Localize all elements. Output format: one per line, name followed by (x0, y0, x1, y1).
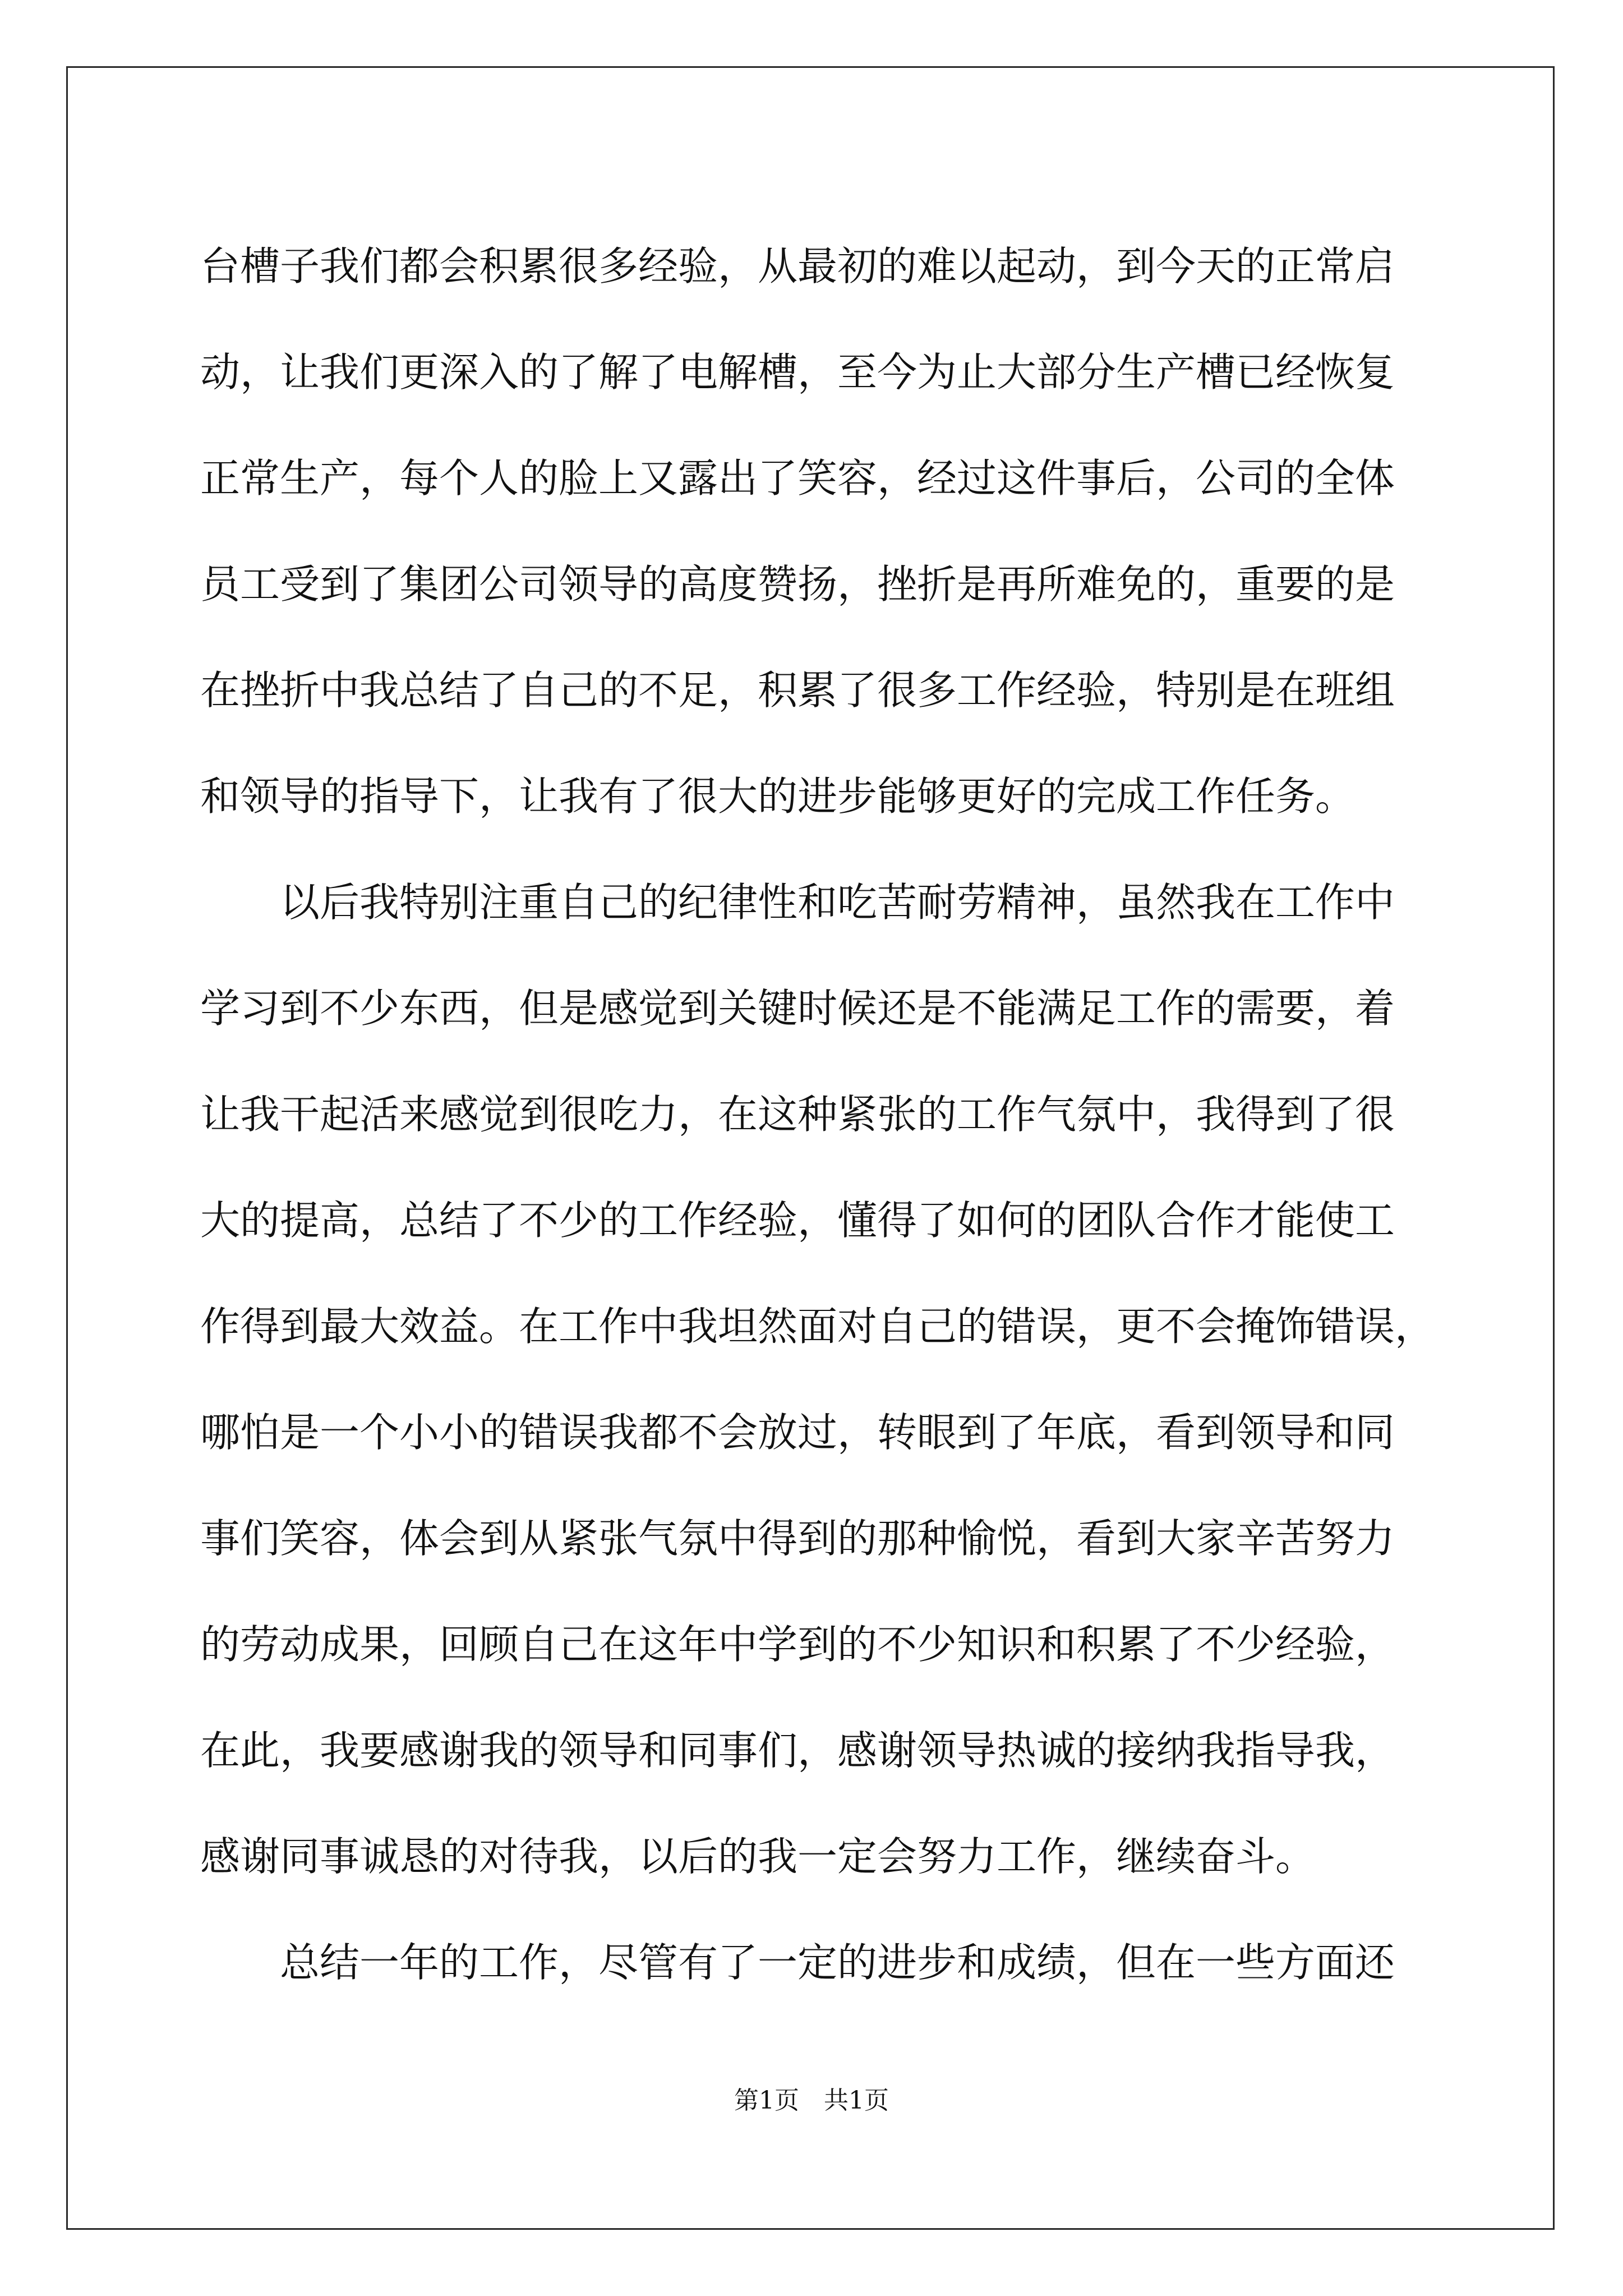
text-line: 事们笑容，体会到从紧张气氛中得到的那种愉悦，看到大家辛苦努力 (200, 1515, 1395, 1562)
page-number-footer: 第1页 共1页 (734, 2086, 889, 2115)
text-line: 在此，我要感谢我的领导和同事们，感谢领导热诚的接纳我指导我， (200, 1727, 1395, 1774)
paragraph-start-line: 总结一年的工作，尽管有了一定的进步和成绩，但在一些方面还 (280, 1939, 1395, 1986)
text-line: 在挫折中我总结了自己的不足，积累了很多工作经验，特别是在班组 (200, 667, 1395, 714)
text-line: 台槽子我们都会积累很多经验，从最初的难以起动，到今天的正常启 (200, 243, 1395, 289)
text-line: 哪怕是一个小小的错误我都不会放过，转眼到了年底，看到领导和同 (200, 1409, 1395, 1456)
text-line: 和领导的指导下，让我有了很大的进步能够更好的完成工作任务。 (200, 773, 1355, 820)
text-line: 学习到不少东西，但是感觉到关键时候还是不能满足工作的需要，着 (200, 985, 1395, 1032)
text-line: 正常生产，每个人的脸上又露出了笑容，经过这件事后，公司的全体 (200, 455, 1395, 501)
text-line: 让我干起活来感觉到很吃力，在这种紧张的工作气氛中，我得到了很 (200, 1091, 1395, 1138)
text-line: 大的提高，总结了不少的工作经验，懂得了如何的团队合作才能使工 (200, 1197, 1395, 1244)
text-line: 的劳动成果，回顾自己在这年中学到的不少知识和积累了不少经验， (200, 1621, 1395, 1668)
document-body (200, 213, 1434, 2016)
text-line: 作得到最大效益。在工作中我坦然面对自己的错误，更不会掩饰错误， (200, 1303, 1435, 1350)
text-line: 感谢同事诚恳的对待我，以后的我一定会努力工作，继续奋斗。 (200, 1833, 1316, 1880)
text-line: 动，让我们更深入的了解了电解槽，至今为止大部分生产槽已经恢复 (200, 349, 1395, 395)
paragraph-start-line: 以后我特别注重自己的纪律性和吃苦耐劳精神，虽然我在工作中 (280, 879, 1395, 926)
text-line: 员工受到了集团公司领导的高度赞扬，挫折是再所难免的，重要的是 (200, 561, 1395, 608)
